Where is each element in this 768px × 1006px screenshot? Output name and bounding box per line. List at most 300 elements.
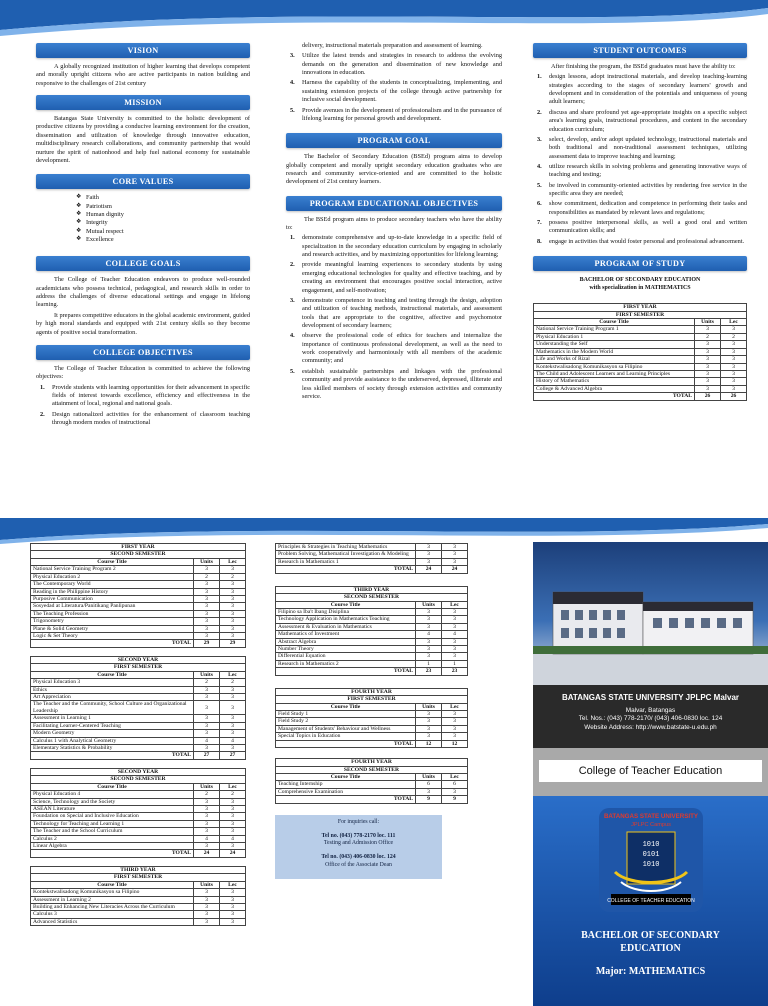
course-units: 3 <box>194 686 220 693</box>
total-label: TOTAL <box>276 668 416 675</box>
course-title: Research in Mathematics 1 <box>276 558 416 565</box>
course-lec: 3 <box>442 733 468 740</box>
total-row <box>31 850 246 857</box>
course-table <box>30 768 246 858</box>
table-row <box>276 623 468 630</box>
contact-tel-2: Tel no. (043) 406-0830 loc. 124 <box>321 854 396 861</box>
course-units: 1 <box>416 660 442 667</box>
peo-item: 4. observe the professional code of ethics for teachers and internalize the importance of continuous professional development, as well as the need to work cooperatively and harmoniously with all members of the academic community; and <box>290 332 502 365</box>
col-header-units: Units <box>194 671 220 678</box>
course-units: 3 <box>695 370 721 377</box>
course-title: Filipino sa Iba't Ibang Disiplina <box>276 608 416 615</box>
table-y4s1 <box>275 688 468 748</box>
course-lec: 3 <box>220 595 246 602</box>
cover-bottom-band <box>533 796 768 1006</box>
table-row <box>276 788 468 795</box>
total-lec: 12 <box>442 740 468 747</box>
course-lec: 3 <box>442 544 468 551</box>
table-row <box>31 603 246 610</box>
page2-column-2 <box>275 543 468 804</box>
course-table <box>30 543 246 648</box>
table-row <box>31 581 246 588</box>
table-y1s2 <box>30 543 246 648</box>
col-header-title: Course Title <box>31 671 194 678</box>
objective-item: 5. Provide avenues in the development of professionalism and in the pursuance of lifelong learning for personal growth and development. <box>290 106 502 122</box>
course-lec: 3 <box>220 715 246 722</box>
course-table <box>275 688 468 748</box>
course-lec: 3 <box>721 356 747 363</box>
course-units: 3 <box>194 625 220 632</box>
table-row <box>31 566 246 573</box>
course-title: Plane & Solid Geometry <box>31 625 194 632</box>
course-units: 3 <box>194 820 220 827</box>
course-units: 3 <box>695 348 721 355</box>
contact-office-2: Office of the Associate Dean <box>325 861 392 868</box>
course-lec: 3 <box>442 718 468 725</box>
table-row <box>31 911 246 918</box>
university-telephone: Tel. Nos.: (043) 778-2170/ (043) 406-0830 loc. 124 <box>578 715 723 723</box>
objective-item: 2. Design rationalized activities for the enhancement of classroom teaching through modern modes of instructional <box>40 410 250 427</box>
course-title: College & Advanced Algebra <box>534 385 695 392</box>
course-units: 3 <box>416 733 442 740</box>
total-row <box>31 752 246 759</box>
course-lec: 2 <box>220 573 246 580</box>
course-lec: 4 <box>220 737 246 744</box>
course-lec: 3 <box>220 694 246 701</box>
objective-continued: delivery, instructional materials preparation and assessment of learning. <box>302 42 483 49</box>
table-row <box>276 558 468 565</box>
table-row <box>31 843 246 850</box>
table-semester: SECOND SEMESTER <box>276 766 468 773</box>
table-row <box>276 631 468 638</box>
total-label: TOTAL <box>276 566 416 573</box>
col-header-lec: Lec <box>220 881 246 888</box>
course-title: Reading in the Philippine History <box>31 588 194 595</box>
course-units: 3 <box>695 341 721 348</box>
table-row <box>31 737 246 744</box>
table-row <box>31 889 246 896</box>
course-lec: 2 <box>220 679 246 686</box>
course-lec: 2 <box>220 791 246 798</box>
course-units: 3 <box>194 813 220 820</box>
course-lec: 3 <box>442 638 468 645</box>
table-year: FIRST YEAR <box>534 304 747 311</box>
course-title: ASEAN Literature <box>31 805 194 812</box>
page2-column-1 <box>30 543 246 926</box>
table-row <box>534 341 747 348</box>
program-goal-heading: PROGRAM GOAL <box>286 133 502 148</box>
course-lec: 3 <box>220 633 246 640</box>
total-units: 9 <box>416 796 442 803</box>
table-row <box>276 660 468 667</box>
course-title: Principles & Strategies in Teaching Mathematics <box>276 544 416 551</box>
table-row <box>534 370 747 377</box>
cover-degree: BACHELOR OF SECONDARY EDUCATION <box>581 930 720 955</box>
total-units: 27 <box>194 752 220 759</box>
table-row <box>276 544 468 551</box>
table-y2s2 <box>30 768 246 858</box>
university-website: Website Address: http://www.batstate-u.edu.ph <box>584 723 717 731</box>
course-title: Sosyedad at Literatura/Panitikang Panlipunan <box>31 603 194 610</box>
col-header-units: Units <box>695 318 721 325</box>
student-outcomes-list <box>533 73 747 246</box>
course-title: Teaching Internship <box>276 781 416 788</box>
course-units: 3 <box>194 903 220 910</box>
course-lec: 3 <box>220 618 246 625</box>
course-lec: 3 <box>220 918 246 925</box>
course-lec: 3 <box>442 725 468 732</box>
col-header-title: Course Title <box>534 318 695 325</box>
college-name: College of Teacher Education <box>539 760 762 782</box>
table-semester: FIRST SEMESTER <box>534 311 747 318</box>
table-row <box>276 638 468 645</box>
college-objectives-list <box>36 384 250 428</box>
course-units: 3 <box>416 608 442 615</box>
outcome-item: 3. select, develop, and/or adopt updated technology, instructional materials and both traditional and non-traditional assessment techniques, utilizing assessment data to improve teaching and learning; <box>537 135 747 160</box>
course-units: 3 <box>416 718 442 725</box>
course-lec: 3 <box>220 730 246 737</box>
total-lec: 23 <box>442 668 468 675</box>
course-lec: 3 <box>721 378 747 385</box>
col-header-units: Units <box>194 783 220 790</box>
course-lec: 3 <box>442 646 468 653</box>
university-info-band <box>533 685 768 748</box>
course-title: Technology Application in Mathematics Teaching <box>276 616 416 623</box>
course-title: Assessment in Learning 2 <box>31 896 194 903</box>
total-lec: 27 <box>220 752 246 759</box>
table-row <box>534 378 747 385</box>
course-title: The Contemporary World <box>31 581 194 588</box>
course-lec: 3 <box>442 711 468 718</box>
course-title: Field Study 2 <box>276 718 416 725</box>
course-title: Life and Works of Rizal <box>534 356 695 363</box>
course-title: Mathematics in the Modern World <box>534 348 695 355</box>
course-units: 2 <box>194 791 220 798</box>
course-lec: 3 <box>220 828 246 835</box>
total-label: TOTAL <box>31 850 194 857</box>
col-header-units: Units <box>194 881 220 888</box>
course-title: Linear Algebra <box>31 843 194 850</box>
course-units: 3 <box>194 588 220 595</box>
course-lec: 3 <box>220 566 246 573</box>
course-lec: 4 <box>442 631 468 638</box>
course-table <box>275 758 468 804</box>
peo-item: 1. demonstrate comprehensive and up-to-date knowledge in a specific field of specialization in the secondary education curriculum by engaging in scholarly and research activities, and by maximizing opportunities for lifelong learning; <box>290 234 502 259</box>
total-units: 23 <box>416 668 442 675</box>
course-lec: 3 <box>721 385 747 392</box>
total-row <box>276 566 468 573</box>
course-title: Technology for Teaching and Learning 1 <box>31 820 194 827</box>
course-title: Kontekstwalisadong Komunikasyon sa Filipino <box>534 363 695 370</box>
course-units: 4 <box>416 631 442 638</box>
table-y4s2 <box>275 758 468 804</box>
core-value-item: ❖ Integrity <box>76 219 250 227</box>
course-title: Science, Technology and the Society <box>31 798 194 805</box>
total-row <box>534 393 747 400</box>
course-lec: 3 <box>220 798 246 805</box>
table-row <box>534 363 747 370</box>
table-row <box>276 653 468 660</box>
course-units: 2 <box>194 679 220 686</box>
course-lec: 3 <box>721 348 747 355</box>
course-lec: 3 <box>442 788 468 795</box>
table-year: FIRST YEAR <box>31 544 246 551</box>
table-semester: SECOND SEMESTER <box>31 551 246 558</box>
table-row <box>31 918 246 925</box>
table-row <box>276 718 468 725</box>
col-header-title: Course Title <box>31 783 194 790</box>
table-row <box>31 715 246 722</box>
col-header-title: Course Title <box>31 881 194 888</box>
core-value-item: ❖ Faith <box>76 194 250 202</box>
college-seal-logo <box>581 802 721 920</box>
table-row <box>276 711 468 718</box>
table-row <box>31 618 246 625</box>
col-header-lec: Lec <box>220 558 246 565</box>
course-units: 3 <box>695 385 721 392</box>
course-title: National Service Training Program 2 <box>31 566 194 573</box>
specialization: with specialization in MATHEMATICS <box>589 285 691 292</box>
table-row <box>31 686 246 693</box>
course-table <box>30 656 246 760</box>
total-units: 12 <box>416 740 442 747</box>
table-row <box>31 744 246 751</box>
seal-top-text: BATANGAS STATE UNIVERSITY <box>603 813 698 820</box>
col-header-title: Course Title <box>31 558 194 565</box>
course-units: 3 <box>194 581 220 588</box>
table-row <box>31 610 246 617</box>
objectives-continued-list <box>286 52 502 123</box>
table-row <box>276 781 468 788</box>
course-title: The Teacher and the Community, School Culture and Organizational Leadership <box>31 701 194 715</box>
course-units: 2 <box>194 573 220 580</box>
course-title: Physical Education 4 <box>31 791 194 798</box>
course-lec: 3 <box>442 558 468 565</box>
course-title: The Teaching Profession <box>31 610 194 617</box>
table-row <box>276 646 468 653</box>
total-lec: 24 <box>442 566 468 573</box>
course-title: Problem Solving, Mathematical Investigation & Modeling <box>276 551 416 558</box>
course-title: Modern Geometry <box>31 730 194 737</box>
course-title: Kontekstwalisadong Komunikasyon sa Filipino <box>31 889 194 896</box>
svg-text:1010: 1010 <box>642 861 659 869</box>
course-lec: 3 <box>220 843 246 850</box>
student-outcomes-heading: STUDENT OUTCOMES <box>533 43 747 58</box>
table-row <box>276 725 468 732</box>
course-title: Physical Education 3 <box>31 679 194 686</box>
course-title: Management of Students' Behaviour and Wellness <box>276 725 416 732</box>
course-title: Number Theory <box>276 646 416 653</box>
course-lec: 3 <box>220 911 246 918</box>
total-row <box>276 668 468 675</box>
seal-bottom-text: COLLEGE OF TEACHER EDUCATION <box>606 898 695 904</box>
course-units: 3 <box>695 378 721 385</box>
table-row <box>276 616 468 623</box>
course-title: National Service Training Program 1 <box>534 326 695 333</box>
course-title: History of Mathematics <box>534 378 695 385</box>
course-title: Mathematics of Investment <box>276 631 416 638</box>
col-header-lec: Lec <box>220 671 246 678</box>
course-table <box>275 586 468 676</box>
course-units: 3 <box>416 544 442 551</box>
outcome-item: 1. design lessons, adopt instructional materials, and develop teaching-learning strategies according to the stages of secondary learners' growth and development and in consideration of the potentials and uniqueness of young adult learners; <box>537 73 747 106</box>
total-label: TOTAL <box>276 740 416 747</box>
course-units: 3 <box>194 603 220 610</box>
course-title: Calculus 2 <box>31 835 194 842</box>
svg-text:0101: 0101 <box>642 851 659 859</box>
cover-major: Major: MATHEMATICS <box>595 966 706 978</box>
total-lec: 26 <box>721 393 747 400</box>
course-units: 3 <box>194 843 220 850</box>
course-lec: 3 <box>220 820 246 827</box>
course-lec: 3 <box>220 588 246 595</box>
table-y2s1 <box>30 656 246 760</box>
course-units: 3 <box>416 638 442 645</box>
course-lec: 1 <box>442 660 468 667</box>
table-semester: FIRST SEMESTER <box>276 696 468 703</box>
course-title: Understanding the Self <box>534 341 695 348</box>
peo-item: 3. demonstrate competence in teaching and testing through the design, adoption and utilization of teaching methods, instructional materials, and assessment tools that are appropriate to the cognitive, affective and psychomotor development of secondary learners; <box>290 296 502 329</box>
course-units: 3 <box>695 326 721 333</box>
course-lec: 3 <box>220 805 246 812</box>
course-lec: 3 <box>220 813 246 820</box>
core-values-list <box>76 194 250 244</box>
college-goals-p1: The College of Teacher Education endeavors to produce well-rounded academicians who possess technical, pedagogical, and research skills in order to address the challenges of diverse educational settings and engage in lifelong learning. <box>36 276 250 309</box>
course-lec: 3 <box>220 722 246 729</box>
course-units: 3 <box>194 798 220 805</box>
col-header-lec: Lec <box>721 318 747 325</box>
course-title: Logic & Set Theory <box>31 633 194 640</box>
course-lec: 3 <box>220 903 246 910</box>
objective-item: 4. Harness the capability of the students in conceptualizing, implementing, and sustaining extension projects of the college through active partnership for inclusive social development. <box>290 79 502 104</box>
course-units: 3 <box>194 889 220 896</box>
col-header-units: Units <box>416 601 442 608</box>
contact-box <box>275 815 442 879</box>
course-units: 3 <box>194 730 220 737</box>
course-title: The Teacher and the School Curriculum <box>31 828 194 835</box>
university-address: Malvar, Batangas <box>625 706 676 714</box>
course-lec: 3 <box>721 341 747 348</box>
course-units: 3 <box>194 566 220 573</box>
college-name-band <box>533 748 768 796</box>
course-title: Trigonometry <box>31 618 194 625</box>
course-title: Assessment & Evaluation in Mathematics <box>276 623 416 630</box>
course-table <box>275 543 468 574</box>
course-units: 3 <box>695 356 721 363</box>
total-row <box>276 740 468 747</box>
total-row <box>276 796 468 803</box>
table-row <box>31 896 246 903</box>
course-lec: 3 <box>442 623 468 630</box>
course-title: Art Appreciation <box>31 694 194 701</box>
table-row <box>31 625 246 632</box>
table-row <box>534 385 747 392</box>
table-row <box>31 722 246 729</box>
campus-building-image <box>533 542 768 685</box>
course-units: 3 <box>695 363 721 370</box>
col-header-units: Units <box>194 558 220 565</box>
peo-list <box>286 234 502 401</box>
course-title: The Child and Adolescent Learners and Learning Principles <box>534 370 695 377</box>
course-units: 2 <box>695 333 721 340</box>
total-units: 26 <box>695 393 721 400</box>
course-lec: 3 <box>442 608 468 615</box>
contact-office-1: Testing and Admission Office <box>323 840 394 847</box>
table-row <box>31 694 246 701</box>
course-lec: 3 <box>220 603 246 610</box>
table-row <box>31 588 246 595</box>
university-name: BATANGAS STATE UNIVERSITY JPLPC Malvar <box>561 693 740 702</box>
course-lec: 3 <box>721 370 747 377</box>
table-row <box>276 608 468 615</box>
course-lec: 3 <box>220 610 246 617</box>
course-units: 3 <box>416 725 442 732</box>
outcome-item: 6. show commitment, dedication and competence in performing their tasks and responsibilities as mandated by relevant laws and regulations; <box>537 200 747 216</box>
program-goal-text: The Bachelor of Secondary Education (BSEd) program aims to develop globally competent and morally upright secondary education graduates who are research and community service-oriented and are committed to the holistic development of 21st century learners. <box>286 153 502 186</box>
table-year: THIRD YEAR <box>31 866 246 873</box>
col-header-lec: Lec <box>442 601 468 608</box>
mission-text: Batangas State University is committed to the holistic development of productive citizens by providing a conducive learning environment for the creation, dissemination and utilization of knowledge through innovative education, multidisciplinary research collaborations, and community partnership that would nurture the spirit of nationhood and help fuel national economy for sustainable development. <box>36 115 250 164</box>
table-semester: SECOND SEMESTER <box>276 594 468 601</box>
course-units: 3 <box>194 701 220 715</box>
table-row <box>31 791 246 798</box>
degree-title: BACHELOR OF SECONDARY EDUCATION <box>579 277 701 284</box>
table-semester: FIRST SEMESTER <box>31 664 246 671</box>
col-header-title: Course Title <box>276 773 416 780</box>
core-value-item: ❖ Excellence <box>76 236 250 244</box>
top-wave-decoration <box>0 0 768 40</box>
course-units: 6 <box>416 781 442 788</box>
table-row <box>534 356 747 363</box>
student-outcomes-intro: After finishing the program, the BSEd graduates must have the ability to: <box>551 63 736 70</box>
total-units: 29 <box>194 640 220 647</box>
table-row <box>31 679 246 686</box>
course-units: 3 <box>194 911 220 918</box>
course-units: 3 <box>194 744 220 751</box>
program-of-study-heading: PROGRAM OF STUDY <box>533 256 747 271</box>
course-units: 3 <box>194 618 220 625</box>
course-units: 3 <box>416 616 442 623</box>
total-lec: 29 <box>220 640 246 647</box>
peo-heading: PROGRAM EDUCATIONAL OBJECTIVES <box>286 196 502 211</box>
table-y3s1 <box>30 866 246 926</box>
objective-item: 1. Provide students with learning opportunities for their advancement in specific fields of interest towards excellence, efficiency and effectiveness in the attainment of local, regional and national goals. <box>40 383 250 408</box>
course-table <box>533 303 747 400</box>
table-y3s1-continued <box>275 543 468 574</box>
course-lec: 3 <box>442 551 468 558</box>
course-units: 3 <box>416 623 442 630</box>
course-units: 3 <box>194 595 220 602</box>
college-objectives-heading: COLLEGE OBJECTIVES <box>36 345 250 360</box>
course-title: Field Study 1 <box>276 711 416 718</box>
table-row <box>31 573 246 580</box>
table-y3s2 <box>275 586 468 676</box>
course-title: Elementary Statistics & Probability <box>31 744 194 751</box>
college-goals-p2: It prepares competitive educators in the global academic environment, guided by high moral standards and equipped with 21st century skills so they become agents of positive social transformation. <box>36 311 250 336</box>
peo-item: 2. provide meaningful learning experiences to secondary students by using emerging educational technologies for quality and effective teaching, and by creating an environment that encourages positive social interaction, active engagement, and self-motivation; <box>290 261 502 294</box>
course-units: 3 <box>416 711 442 718</box>
col-header-units: Units <box>416 703 442 710</box>
outcome-item: 7. possess positive interpersonal skills, as well a good oral and written communication skills; and <box>537 219 747 235</box>
total-label: TOTAL <box>534 393 695 400</box>
table-y1s1 <box>533 303 747 400</box>
column-2 <box>286 42 502 403</box>
outcome-item: 2. discuss and share profound yet age-appropriate insights on a specific subject area's learning goals, instructional procedures, and content in the secondary education curriculum; <box>537 108 747 133</box>
college-goals-heading: COLLEGE GOALS <box>36 256 250 271</box>
table-row <box>31 903 246 910</box>
col-header-units: Units <box>416 773 442 780</box>
course-title: Advanced Statistics <box>31 918 194 925</box>
